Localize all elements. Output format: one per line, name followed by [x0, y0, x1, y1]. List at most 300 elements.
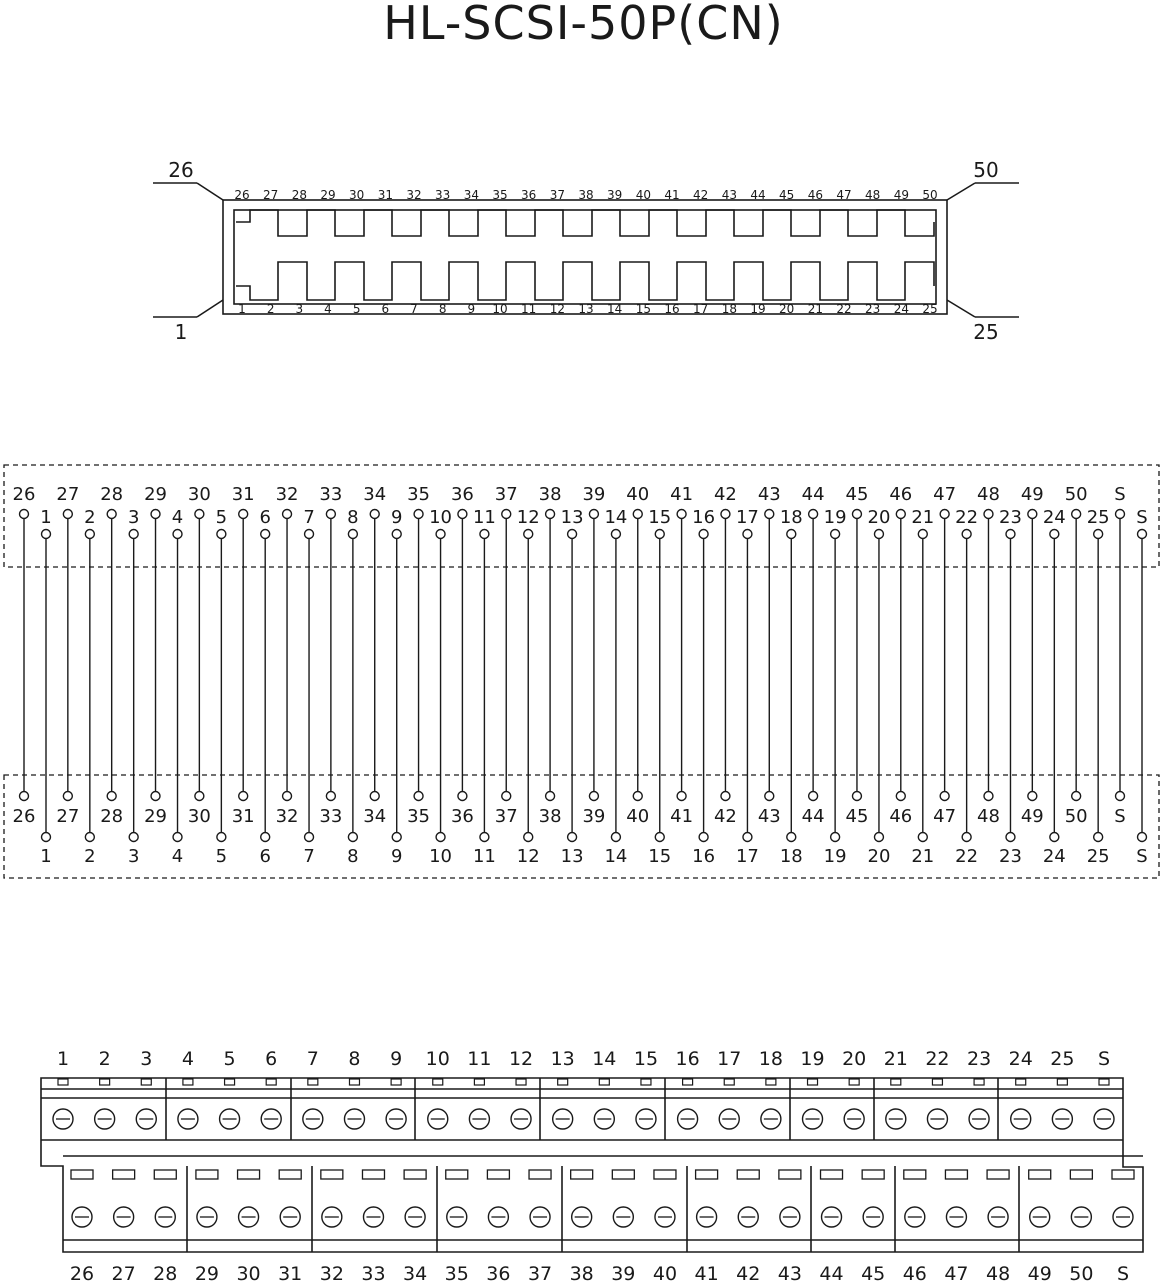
connector-top-pin-label: 44	[750, 188, 766, 202]
bottom-terminal-label: 42	[736, 1263, 761, 1285]
lower-row-terminal-circle	[1138, 833, 1147, 842]
lower-enclosure-upper-terminal-circle	[1072, 792, 1081, 801]
connector-bottom-pin-label: 13	[578, 302, 594, 316]
upper-row-pin-label: 31	[231, 484, 255, 505]
lower-enclosure-upper-pin-label: 28	[100, 806, 124, 827]
top-terminal-label: 9	[390, 1048, 403, 1070]
lower-row-terminal-circle	[787, 833, 796, 842]
upper-row-terminal-circle	[458, 510, 467, 519]
lower-row-terminal-circle	[261, 833, 270, 842]
connector-bottom-pin-label: 14	[607, 302, 623, 316]
upper-row-pin-label: S	[1114, 484, 1126, 505]
upper-row-pin-label: 38	[538, 484, 562, 505]
lower-enclosure-upper-pin-label: 42	[713, 806, 737, 827]
lower-enclosure-upper-pin-label: 32	[275, 806, 299, 827]
connector-top-pin-label: 30	[349, 188, 365, 202]
upper-row-pin-label: 37	[494, 484, 518, 505]
upper-row-pin-label: 50	[1064, 484, 1088, 505]
bottom-wire-entry-slot	[612, 1170, 634, 1179]
upper-enclosure-lower-pin-label: 21	[911, 507, 935, 528]
bottom-terminal-label: 46	[902, 1263, 927, 1285]
lower-row-terminal-circle	[305, 833, 314, 842]
corner-lead-bottom-right-slant	[947, 300, 975, 317]
lower-row-pin-label: 4	[171, 846, 184, 867]
lower-enclosure-upper-pin-label: 38	[538, 806, 562, 827]
upper-enclosure-lower-terminal-circle	[1094, 530, 1103, 539]
top-wire-entry-slot	[766, 1079, 776, 1085]
connector-bottom-pin-label: 6	[381, 302, 390, 316]
connector-top-pin-label: 35	[492, 188, 508, 202]
top-terminal-label: 15	[633, 1048, 659, 1070]
top-wire-entry-slot	[141, 1079, 151, 1085]
lower-row-terminal-circle	[743, 833, 752, 842]
top-wire-entry-slot	[266, 1079, 276, 1085]
lower-row-pin-label: 10	[429, 846, 453, 867]
connector-bottom-pin-label: 9	[467, 302, 476, 316]
lower-row-terminal-circle	[1050, 833, 1059, 842]
lower-row-terminal-circle	[85, 833, 94, 842]
upper-row-pin-label: 29	[144, 484, 167, 505]
connector-top-pin-label: 33	[435, 188, 451, 202]
lower-enclosure-upper-terminal-circle	[20, 792, 29, 801]
lower-row-terminal-circle	[655, 833, 664, 842]
bottom-wire-entry-slot	[1112, 1170, 1134, 1179]
upper-enclosure-lower-pin-label: 25	[1086, 507, 1110, 528]
upper-enclosure-lower-pin-label: 23	[999, 507, 1022, 528]
connector-top-pin-label: 42	[693, 188, 709, 202]
bottom-terminal-label: 33	[361, 1263, 386, 1285]
upper-row-pin-label: 41	[670, 484, 694, 505]
upper-enclosure-lower-terminal-circle	[787, 530, 796, 539]
upper-row-terminal-circle	[765, 510, 774, 519]
connector-bottom-pin-label: 11	[521, 302, 537, 316]
upper-enclosure-lower-pin-label: 8	[347, 507, 359, 528]
upper-row-terminal-circle	[1116, 510, 1125, 519]
lower-enclosure-upper-pin-label: 40	[626, 806, 650, 827]
top-wire-entry-slot	[474, 1079, 484, 1085]
upper-enclosure-lower-pin-label: 15	[648, 507, 672, 528]
lower-enclosure-upper-pin-label: 29	[144, 806, 167, 827]
upper-enclosure-lower-terminal-circle	[743, 530, 752, 539]
connector-bottom-pin-label: 17	[693, 302, 709, 316]
bottom-wire-entry-slot	[862, 1170, 884, 1179]
upper-enclosure-lower-terminal-circle	[962, 530, 971, 539]
lower-enclosure-upper-pin-label: 39	[582, 806, 606, 827]
upper-enclosure-lower-terminal-circle	[348, 530, 357, 539]
bottom-wire-entry-slot	[71, 1170, 93, 1179]
bottom-wire-entry-slot	[113, 1170, 135, 1179]
top-wire-entry-slot	[183, 1079, 193, 1085]
bottom-wire-entry-slot	[321, 1170, 343, 1179]
upper-row-pin-label: 27	[56, 484, 80, 505]
top-wire-entry-slot	[308, 1079, 318, 1085]
top-terminal-label: 5	[223, 1048, 236, 1070]
connector-bottom-pin-label: 4	[324, 302, 332, 316]
connector-bottom-pin-label: 22	[836, 302, 852, 316]
connector-top-pin-label: 49	[893, 188, 909, 202]
upper-row-terminal-circle	[326, 510, 335, 519]
upper-enclosure-lower-terminal-circle	[831, 530, 840, 539]
upper-row-terminal-circle	[151, 510, 160, 519]
top-terminal-label: 16	[675, 1048, 700, 1070]
lower-row-pin-label: 8	[347, 846, 359, 867]
bottom-wire-entry-slot	[279, 1170, 301, 1179]
bottom-wire-entry-slot	[737, 1170, 759, 1179]
connector-bottom-pin-label: 1	[238, 302, 246, 316]
connector-top-pin-label: 39	[607, 188, 623, 202]
bottom-terminal-label: 36	[486, 1263, 511, 1285]
lower-enclosure-upper-terminal-circle	[677, 792, 686, 801]
top-terminal-label: 24	[1008, 1048, 1033, 1070]
top-wire-entry-slot	[391, 1079, 401, 1085]
bottom-wire-entry-slot	[446, 1170, 468, 1179]
connector-bottom-pin-label: 18	[721, 302, 737, 316]
bottom-wire-entry-slot	[945, 1170, 967, 1179]
upper-row-pin-label: 35	[407, 484, 431, 505]
connector-top-pin-label: 43	[721, 188, 737, 202]
lower-enclosure-upper-terminal-circle	[107, 792, 116, 801]
upper-row-terminal-circle	[940, 510, 949, 519]
lower-enclosure-upper-pin-label: 36	[450, 806, 474, 827]
upper-enclosure-lower-terminal-circle	[392, 530, 401, 539]
upper-enclosure-lower-pin-label: 6	[259, 507, 271, 528]
lower-enclosure-upper-pin-label: 31	[231, 806, 255, 827]
connector-top-pin-label: 47	[836, 188, 852, 202]
upper-row-terminal-circle	[370, 510, 379, 519]
lower-row-terminal-circle	[173, 833, 182, 842]
lower-enclosure-upper-pin-label: 45	[845, 806, 869, 827]
connector-outer-shell	[223, 200, 947, 314]
upper-row-pin-label: 36	[450, 484, 474, 505]
bottom-terminal-label: 27	[111, 1263, 136, 1285]
bottom-terminal-label: 39	[611, 1263, 636, 1285]
connector-top-pin-label: 28	[291, 188, 307, 202]
bottom-wire-entry-slot	[196, 1170, 218, 1179]
lower-row-terminal-circle	[874, 833, 883, 842]
upper-enclosure-lower-pin-label: 12	[516, 507, 540, 528]
lower-row-terminal-circle	[568, 833, 577, 842]
connector-top-pin-label: 32	[406, 188, 422, 202]
corner-lead-bottom-left-slant	[197, 300, 223, 317]
upper-enclosure-lower-terminal-circle	[436, 530, 445, 539]
lower-enclosure-upper-pin-label: 46	[889, 806, 913, 827]
bottom-terminal-label: 49	[1027, 1263, 1052, 1285]
upper-enclosure-lower-terminal-circle	[655, 530, 664, 539]
upper-row-terminal-circle	[63, 510, 72, 519]
upper-enclosure-lower-terminal-circle	[699, 530, 708, 539]
top-terminal-label: 13	[550, 1048, 575, 1070]
lower-row-pin-label: 16	[692, 846, 716, 867]
lower-enclosure-upper-terminal-circle	[239, 792, 248, 801]
top-terminal-label: 3	[140, 1048, 153, 1070]
top-terminal-label: 10	[425, 1048, 450, 1070]
connector-bottom-pin-label: 15	[635, 302, 651, 316]
top-terminal-label: 4	[181, 1048, 194, 1070]
connector-bottom-contact-waveform	[236, 262, 934, 300]
upper-row-terminal-circle	[677, 510, 686, 519]
top-wire-entry-slot	[849, 1079, 859, 1085]
diagram-title: HL-SCSI-50P(CN)	[383, 0, 784, 50]
corner-label-bottom-right: 25	[973, 320, 999, 344]
lower-row-terminal-circle	[129, 833, 138, 842]
connector-bottom-pin-label: 12	[549, 302, 565, 316]
bottom-terminal-label: 30	[236, 1263, 261, 1285]
lower-enclosure-upper-pin-label: 27	[56, 806, 80, 827]
bottom-terminal-label: S	[1116, 1263, 1130, 1285]
connector-bottom-pin-label: 24	[893, 302, 909, 316]
lower-row-pin-label: 23	[999, 846, 1022, 867]
upper-row-pin-label: 40	[626, 484, 650, 505]
bottom-wire-entry-slot	[821, 1170, 843, 1179]
corner-lead-top-right-slant	[947, 183, 975, 200]
scsi-connector-drawing	[153, 158, 1019, 344]
upper-row-pin-label: 48	[977, 484, 1000, 505]
top-terminal-label: S	[1097, 1048, 1111, 1070]
upper-row-terminal-circle	[896, 510, 905, 519]
top-terminal-label: 8	[348, 1048, 361, 1070]
connector-top-pin-label: 41	[664, 188, 680, 202]
lower-enclosure-upper-pin-label: 26	[12, 806, 36, 827]
lower-row-terminal-circle	[436, 833, 445, 842]
upper-row-terminal-circle	[984, 510, 993, 519]
lower-row-terminal-circle	[831, 833, 840, 842]
bottom-terminal-label: 47	[944, 1263, 969, 1285]
lower-enclosure-upper-terminal-circle	[370, 792, 379, 801]
lower-enclosure-upper-terminal-circle	[414, 792, 423, 801]
lower-row-pin-label: 2	[84, 846, 96, 867]
upper-row-pin-label: 44	[801, 484, 825, 505]
top-wire-entry-slot	[516, 1079, 526, 1085]
lower-enclosure-upper-terminal-circle	[984, 792, 993, 801]
connector-top-pin-label: 46	[807, 188, 823, 202]
connector-top-pin-label: 26	[234, 188, 250, 202]
lower-row-pin-label: 24	[1042, 846, 1066, 867]
top-terminal-label: 11	[467, 1048, 492, 1070]
lower-enclosure-upper-terminal-circle	[809, 792, 818, 801]
top-terminal-label: 2	[98, 1048, 111, 1070]
lower-row-terminal-circle	[699, 833, 708, 842]
upper-row-terminal-circle	[1072, 510, 1081, 519]
top-terminal-label: 19	[800, 1048, 825, 1070]
bottom-terminal-label: 41	[694, 1263, 719, 1285]
lower-row-pin-label: 12	[516, 846, 540, 867]
upper-enclosure-lower-pin-label: 13	[560, 507, 584, 528]
upper-enclosure-lower-terminal-circle	[568, 530, 577, 539]
lower-enclosure-upper-pin-label: 33	[319, 806, 343, 827]
bottom-wire-entry-slot	[571, 1170, 593, 1179]
bottom-terminal-label: 45	[861, 1263, 886, 1285]
top-wire-entry-slot	[100, 1079, 110, 1085]
connector-bottom-pin-label: 7	[410, 302, 418, 316]
upper-row-pin-label: 33	[319, 484, 343, 505]
connector-top-pin-label: 31	[377, 188, 393, 202]
lower-enclosure-upper-pin-label: 30	[187, 806, 211, 827]
corner-label-bottom-left: 1	[174, 320, 188, 344]
upper-row-terminal-circle	[107, 510, 116, 519]
bottom-terminal-label: 50	[1069, 1263, 1094, 1285]
bottom-wire-entry-slot	[779, 1170, 801, 1179]
upper-row-pin-label: 49	[1020, 484, 1044, 505]
top-terminal-label: 18	[758, 1048, 783, 1070]
connector-top-pin-label: 48	[865, 188, 881, 202]
top-wire-entry-slot	[683, 1079, 693, 1085]
lower-enclosure-upper-pin-label: 50	[1064, 806, 1088, 827]
upper-row-pin-label: 43	[757, 484, 781, 505]
upper-row-pin-label: 34	[363, 484, 387, 505]
lower-enclosure-upper-terminal-circle	[633, 792, 642, 801]
connector-top-pin-label: 27	[263, 188, 279, 202]
upper-enclosure-lower-terminal-circle	[261, 530, 270, 539]
top-wire-entry-slot	[433, 1079, 443, 1085]
top-wire-entry-slot	[349, 1079, 359, 1085]
upper-row-terminal-circle	[502, 510, 511, 519]
bottom-wire-entry-slot	[238, 1170, 260, 1179]
lower-enclosure-upper-pin-label: S	[1114, 806, 1126, 827]
bottom-terminal-label: 37	[527, 1263, 553, 1285]
lower-row-terminal-circle	[1006, 833, 1015, 842]
lower-enclosure-upper-pin-label: 49	[1020, 806, 1044, 827]
top-wire-entry-slot	[225, 1079, 235, 1085]
top-terminal-label: 14	[592, 1048, 617, 1070]
connector-bottom-pin-label: 16	[664, 302, 680, 316]
lower-enclosure-upper-terminal-circle	[721, 792, 730, 801]
bottom-terminal-label: 35	[444, 1263, 469, 1285]
bottom-wire-entry-slot	[529, 1170, 551, 1179]
upper-enclosure-lower-pin-label: 19	[823, 507, 847, 528]
upper-enclosure-lower-terminal-circle	[918, 530, 927, 539]
lower-enclosure-upper-pin-label: 44	[801, 806, 825, 827]
upper-row-pin-label: 28	[100, 484, 124, 505]
lower-enclosure-upper-terminal-circle	[589, 792, 598, 801]
lower-row-pin-label: S	[1136, 846, 1148, 867]
lower-row-pin-label: 21	[911, 846, 935, 867]
connector-top-pin-label: 29	[320, 188, 336, 202]
upper-enclosure-lower-pin-label: 5	[215, 507, 228, 528]
lower-row-terminal-circle	[217, 833, 226, 842]
connector-top-pin-label: 38	[578, 188, 594, 202]
lower-enclosure-upper-terminal-circle	[458, 792, 467, 801]
lower-row-pin-label: 15	[648, 846, 672, 867]
connector-top-pin-label: 50	[922, 188, 938, 202]
top-wire-entry-slot	[891, 1079, 901, 1085]
top-terminal-label: 25	[1050, 1048, 1075, 1070]
lower-row-pin-label: 13	[560, 846, 584, 867]
upper-enclosure-lower-pin-label: 3	[127, 507, 140, 528]
bottom-terminal-label: 29	[194, 1263, 220, 1285]
upper-enclosure-lower-pin-label: 18	[779, 507, 803, 528]
upper-row-pin-label: 42	[713, 484, 737, 505]
corner-lead-top-left-slant	[197, 183, 223, 200]
lower-row-pin-label: 17	[735, 846, 759, 867]
lower-enclosure-upper-terminal-circle	[326, 792, 335, 801]
upper-row-terminal-circle	[809, 510, 818, 519]
lower-row-pin-label: 22	[955, 846, 979, 867]
wiring-schematic	[4, 465, 1159, 878]
upper-enclosure-lower-pin-label: 1	[40, 507, 52, 528]
upper-enclosure-lower-pin-label: 24	[1042, 507, 1066, 528]
upper-row-terminal-circle	[20, 510, 29, 519]
upper-enclosure-lower-terminal-circle	[85, 530, 94, 539]
upper-row-terminal-circle	[633, 510, 642, 519]
lower-enclosure-upper-terminal-circle	[546, 792, 555, 801]
connector-bottom-pin-label: 10	[492, 302, 508, 316]
bottom-terminal-label: 34	[403, 1263, 428, 1285]
upper-enclosure-lower-pin-label: S	[1136, 507, 1148, 528]
lower-enclosure-upper-terminal-circle	[765, 792, 774, 801]
bottom-wire-entry-slot	[154, 1170, 176, 1179]
upper-enclosure-lower-pin-label: 11	[472, 507, 496, 528]
top-terminal-label: 22	[925, 1048, 950, 1070]
top-wire-entry-slot	[1099, 1079, 1109, 1085]
lower-row-pin-label: 3	[127, 846, 140, 867]
bottom-terminal-label: 43	[777, 1263, 802, 1285]
bottom-terminal-label: 40	[652, 1263, 678, 1285]
bottom-terminal-label: 28	[153, 1263, 178, 1285]
upper-enclosure-lower-pin-label: 22	[955, 507, 979, 528]
lower-enclosure-upper-pin-label: 48	[977, 806, 1000, 827]
upper-enclosure-lower-terminal-circle	[1138, 530, 1147, 539]
lower-row-pin-label: 7	[303, 846, 315, 867]
lower-enclosure-upper-pin-label: 35	[407, 806, 431, 827]
lower-enclosure-upper-terminal-circle	[502, 792, 511, 801]
terminal-block-drawing	[41, 1048, 1143, 1285]
upper-enclosure-lower-terminal-circle	[1050, 530, 1059, 539]
upper-enclosure-lower-terminal-circle	[42, 530, 51, 539]
lower-enclosure-upper-terminal-circle	[1116, 792, 1125, 801]
bottom-wire-entry-slot	[487, 1170, 509, 1179]
top-wire-entry-slot	[599, 1079, 609, 1085]
top-wire-entry-slot	[974, 1079, 984, 1085]
lower-enclosure-upper-terminal-circle	[151, 792, 160, 801]
upper-row-pin-label: 39	[582, 484, 606, 505]
lower-enclosure-upper-pin-label: 43	[757, 806, 781, 827]
corner-label-top-left: 26	[168, 158, 194, 182]
lower-enclosure-upper-pin-label: 41	[670, 806, 694, 827]
top-wire-entry-slot	[58, 1079, 68, 1085]
upper-row-terminal-circle	[589, 510, 598, 519]
connector-bottom-pin-label: 21	[807, 302, 823, 316]
bottom-terminal-label: 44	[819, 1263, 844, 1285]
lower-row-terminal-circle	[392, 833, 401, 842]
upper-enclosure-lower-terminal-circle	[129, 530, 138, 539]
upper-enclosure-lower-terminal-circle	[874, 530, 883, 539]
upper-row-terminal-circle	[721, 510, 730, 519]
bottom-wire-entry-slot	[1029, 1170, 1051, 1179]
lower-enclosure-upper-terminal-circle	[63, 792, 72, 801]
connector-bottom-pin-label: 5	[352, 302, 361, 316]
connector-bottom-pin-label: 19	[750, 302, 766, 316]
upper-row-terminal-circle	[239, 510, 248, 519]
top-terminal-label: 1	[56, 1048, 70, 1070]
top-terminal-label: 17	[717, 1048, 742, 1070]
lower-enclosure-upper-pin-label: 37	[494, 806, 518, 827]
connector-top-pin-label: 36	[521, 188, 537, 202]
upper-row-terminal-circle	[283, 510, 292, 519]
top-wire-entry-slot	[1057, 1079, 1067, 1085]
upper-enclosure-lower-pin-label: 17	[735, 507, 759, 528]
lower-row-terminal-circle	[1094, 833, 1103, 842]
bottom-terminal-label: 32	[319, 1263, 344, 1285]
connector-inner-shell	[234, 210, 936, 304]
upper-row-terminal-circle	[1028, 510, 1037, 519]
lower-row-terminal-circle	[611, 833, 620, 842]
upper-row-pin-label: 30	[187, 484, 211, 505]
upper-row-pin-label: 32	[275, 484, 299, 505]
connector-top-pin-label: 40	[635, 188, 651, 202]
top-wire-entry-slot	[1016, 1079, 1026, 1085]
bottom-wire-entry-slot	[696, 1170, 718, 1179]
upper-row-terminal-circle	[852, 510, 861, 519]
